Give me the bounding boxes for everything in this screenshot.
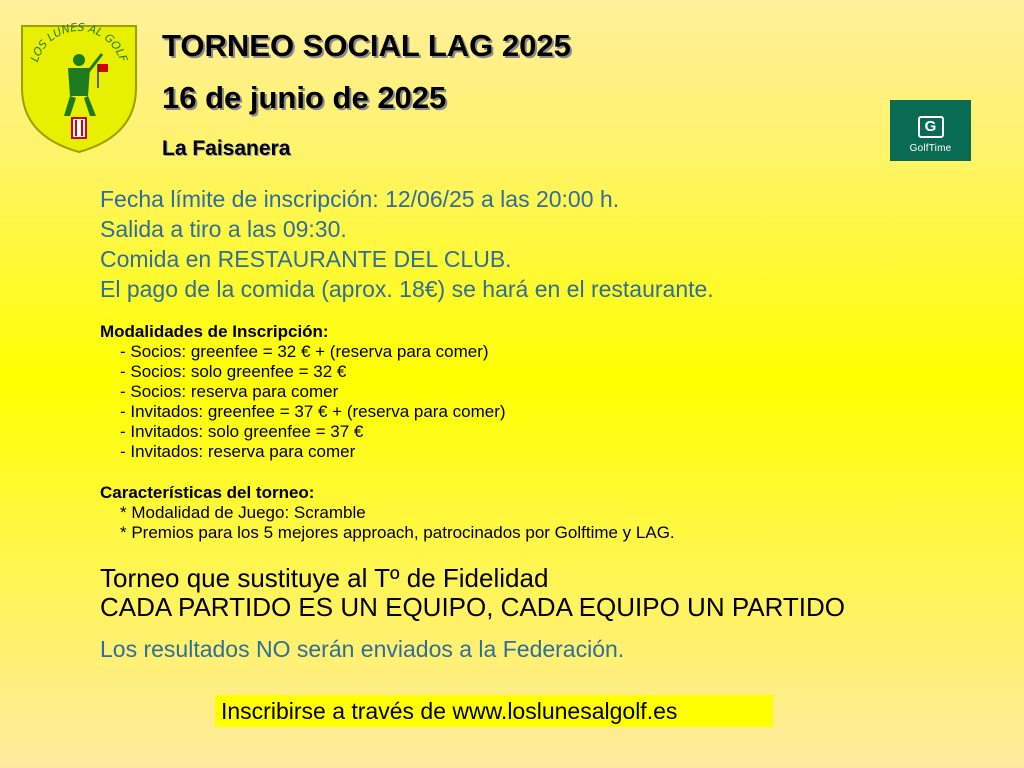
signup-banner: Inscribirse a través de www.loslunesalgolf.es — [215, 695, 773, 727]
club-logo — [18, 18, 140, 154]
sponsor-name: GolfTime — [909, 143, 952, 154]
list-item: - Socios: greenfee = 32 € + (reserva para comer) — [120, 342, 489, 361]
page-title: TORNEO SOCIAL LAG 2025 — [162, 28, 571, 63]
info-line: Fecha límite de inscripción: 12/06/25 a las 20:00 h. — [100, 186, 620, 212]
list-item: - Invitados: solo greenfee = 37 € — [120, 422, 364, 441]
info-line: Salida a tiro a las 09:30. — [100, 216, 347, 242]
caracteristicas-heading: Características del torneo: — [100, 483, 315, 502]
list-item: - Invitados: reserva para comer — [120, 442, 356, 461]
caracteristicas-section — [100, 483, 675, 543]
list-item: * Modalidad de Juego: Scramble — [120, 503, 366, 522]
modalidades-section — [100, 322, 506, 462]
logo-text: LOS LUNES AL GOLF — [28, 20, 130, 64]
list-item: - Socios: reserva para comer — [120, 382, 339, 401]
results-note: Los resultados NO serán enviados a la Federación. — [100, 636, 625, 662]
info-line: Comida en RESTAURANTE DEL CLUB. — [100, 246, 512, 272]
event-info — [100, 184, 714, 304]
modalidades-heading: Modalidades de Inscripción: — [100, 322, 329, 341]
golfer-emblem-icon — [18, 18, 140, 154]
highlight-line: CADA PARTIDO ES UN EQUIPO, CADA EQUIPO UN PARTIDO — [100, 592, 845, 622]
list-item: - Invitados: greenfee = 37 € + (reserva para comer) — [120, 402, 506, 421]
highlight-line: Torneo que sustituye al Tº de Fidelidad — [100, 563, 549, 593]
event-venue: La Faisanera — [162, 137, 291, 160]
sponsor-logo — [890, 100, 971, 161]
info-line: El pago de la comida (aprox. 18€) se hará en el restaurante. — [100, 276, 714, 302]
highlight-block — [100, 564, 845, 622]
list-item: * Premios para los 5 mejores approach, patrocinados por Golftime y LAG. — [120, 523, 675, 542]
golftime-icon: G — [918, 116, 944, 138]
event-date: 16 de junio de 2025 — [162, 80, 447, 115]
list-item: - Socios: solo greenfee = 32 € — [120, 362, 347, 381]
